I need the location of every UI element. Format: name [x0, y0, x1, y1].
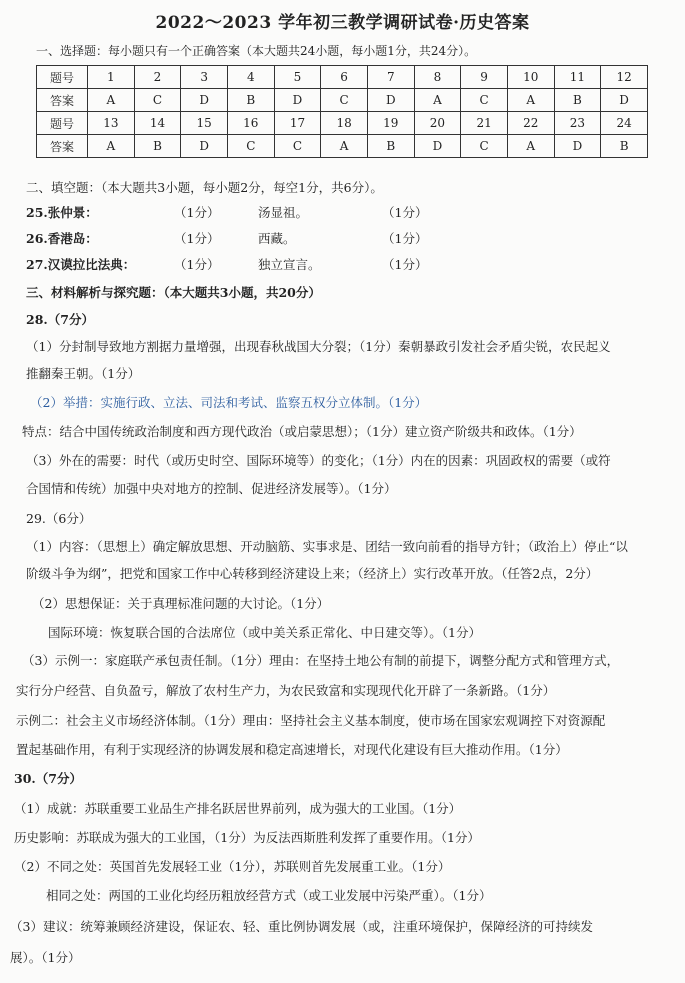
section1-header: 一、选择题：每小题只有一个正确答案（本大题共24小题，每小题1分，共24分）。: [36, 44, 477, 58]
table-cell: A: [321, 135, 368, 158]
table-row: [37, 89, 648, 112]
table-cell: 17: [274, 112, 321, 135]
table-cell: B: [601, 135, 648, 158]
table-cell: 13: [88, 112, 135, 135]
table-cell: B: [554, 89, 601, 112]
answer-line: （2）思想保证：关于真理标准问题的大讨论。（1分）: [32, 596, 330, 611]
answer-line: 相同之处：两国的工业化均经历粗放经营方式（或工业发展中污染严重）。（1分）: [46, 888, 492, 903]
table-cell: D: [274, 89, 321, 112]
table-cell: D: [414, 135, 461, 158]
answer-line: 推翻秦王朝。（1分）: [26, 366, 141, 381]
table-cell: B: [367, 135, 414, 158]
table-cell: 8: [414, 66, 461, 89]
answer-line: （3）建议：统筹兼顾经济建设，保证农、轻、重比例协调发展（或，注重环境保护，保障经济的可持续发: [10, 919, 593, 934]
page-title: 2022～2023 学年初三教学调研试卷·历史答案: [155, 13, 530, 33]
question-number: 27.汉谟拉比法典：: [26, 257, 136, 272]
question-number: 29.（6分）: [26, 511, 92, 526]
answer-line: 实行分户经营、自负盈亏，解放了农村生产力，为农民致富和实现现代化开辟了一条新路。（1分）: [16, 683, 556, 698]
table-cell: A: [88, 89, 135, 112]
section2-header: 二、填空题：（本大题共3小题，每小题2分，每空1分，共6分）。: [26, 180, 383, 195]
table-cell: D: [601, 89, 648, 112]
table-cell: 23: [554, 112, 601, 135]
score: （1分）: [382, 257, 428, 272]
table-cell: 5: [274, 66, 321, 89]
table-cell: B: [134, 135, 181, 158]
answer-line: 历史影响：苏联成为强大的工业国，（1分）为反法西斯胜利发挥了重要作用。（1分）: [14, 830, 480, 845]
answer-line: （3）示例一：家庭联产承包责任制。（1分）理由：在坚持土地公有制的前提下，调整分配方式和管理方式，: [22, 653, 620, 668]
table-cell: 14: [134, 112, 181, 135]
score: （1分）: [174, 205, 220, 220]
question-number: 28.（7分）: [26, 312, 94, 327]
answer-line: （2）不同之处：英国首先发展轻工业（1分），苏联则首先发展重工业。（1分）: [14, 859, 451, 874]
table-cell: A: [507, 135, 554, 158]
answer-text: 西藏。: [258, 231, 296, 246]
answer-line: （1）内容：（思想上）确定解放思想、开动脑筋、实事求是、团结一致向前看的指导方针；（政治上）停止“以: [26, 539, 628, 554]
table-cell: 19: [367, 112, 414, 135]
score: （1分）: [174, 231, 220, 246]
table-cell: 3: [181, 66, 228, 89]
table-cell: C: [321, 89, 368, 112]
score: （1分）: [382, 231, 428, 246]
table-cell: D: [181, 89, 228, 112]
table-cell: 18: [321, 112, 368, 135]
answer-line: 阶级斗争为纲”，把党和国家工作中心转移到经济建设上来；（经济上）实行改革开放。（任答2点，2分）: [26, 566, 599, 581]
answer-table: [36, 65, 648, 158]
table-cell: 20: [414, 112, 461, 135]
table-cell: 2: [134, 66, 181, 89]
table-cell: C: [461, 89, 508, 112]
answer-line: （3）外在的需要：时代（或历史时空、国际环境等）的变化；（1分）内在的因素：巩固政权的需要（或符: [26, 453, 611, 468]
score: （1分）: [382, 205, 428, 220]
table-cell: D: [181, 135, 228, 158]
table-cell: 10: [507, 66, 554, 89]
answer-line: 国际环境：恢复联合国的合法席位（或中美关系正常化、中日建交等）。（1分）: [48, 625, 481, 640]
table-cell: A: [507, 89, 554, 112]
table-cell: C: [227, 135, 274, 158]
table-row: [37, 135, 648, 158]
answer-line: 展）。（1分）: [10, 950, 81, 965]
answer-text: 汤显祖。: [258, 205, 309, 220]
table-cell: 15: [181, 112, 228, 135]
table-cell: C: [134, 89, 181, 112]
table-cell: 4: [227, 66, 274, 89]
table-cell: D: [367, 89, 414, 112]
table-row: [37, 66, 648, 89]
answer-line: 置起基础作用，有利于实现经济的协调发展和稳定高速增长，对现代化建设有巨大推动作用。（1分）: [16, 742, 568, 757]
table-cell: 答案: [37, 135, 88, 158]
table-cell: B: [227, 89, 274, 112]
table-cell: C: [461, 135, 508, 158]
table-cell: 16: [227, 112, 274, 135]
question-number: 30.（7分）: [14, 771, 82, 786]
table-cell: 12: [601, 66, 648, 89]
table-cell: 1: [88, 66, 135, 89]
answer-line: 示例二：社会主义市场经济体制。（1分）理由：坚持社会主义基本制度，使市场在国家宏观调控下对资源配: [16, 713, 606, 728]
question-number: 26.香港岛：: [26, 231, 98, 246]
table-cell: 题号: [37, 66, 88, 89]
answer-line: （2）举措：实施行政、立法、司法和考试、监察五权分立体制。（1分）: [30, 395, 428, 410]
table-cell: 21: [461, 112, 508, 135]
table-cell: 7: [367, 66, 414, 89]
score: （1分）: [174, 257, 220, 272]
table-cell: 答案: [37, 89, 88, 112]
answer-text: 独立宣言。: [258, 257, 321, 272]
table-cell: 11: [554, 66, 601, 89]
table-cell: C: [274, 135, 321, 158]
table-cell: D: [554, 135, 601, 158]
table-cell: 22: [507, 112, 554, 135]
question-number: 25.张仲景：: [26, 205, 98, 220]
table-row: [37, 112, 648, 135]
section3-header: 三、材料解析与探究题：（本大题共3小题，共20分）: [26, 285, 321, 300]
table-cell: 9: [461, 66, 508, 89]
answer-line: 特点：结合中国传统政治制度和西方现代政治（或启蒙思想）；（1分）建立资产阶级共和政体。（1分）: [22, 424, 582, 439]
table-cell: A: [414, 89, 461, 112]
answer-line: 合国情和传统）加强中央对地方的控制、促进经济发展等）。（1分）: [26, 481, 397, 496]
table-cell: 24: [601, 112, 648, 135]
answer-line: （1）成就：苏联重要工业品生产排名跃居世界前列，成为强大的工业国。（1分）: [14, 801, 462, 816]
table-cell: 6: [321, 66, 368, 89]
table-cell: A: [88, 135, 135, 158]
answer-line: （1）分封制导致地方割据力量增强，出现春秋战国大分裂；（1分）秦朝暴政引发社会矛盾尖锐，农民起义: [26, 339, 611, 354]
table-cell: 题号: [37, 112, 88, 135]
